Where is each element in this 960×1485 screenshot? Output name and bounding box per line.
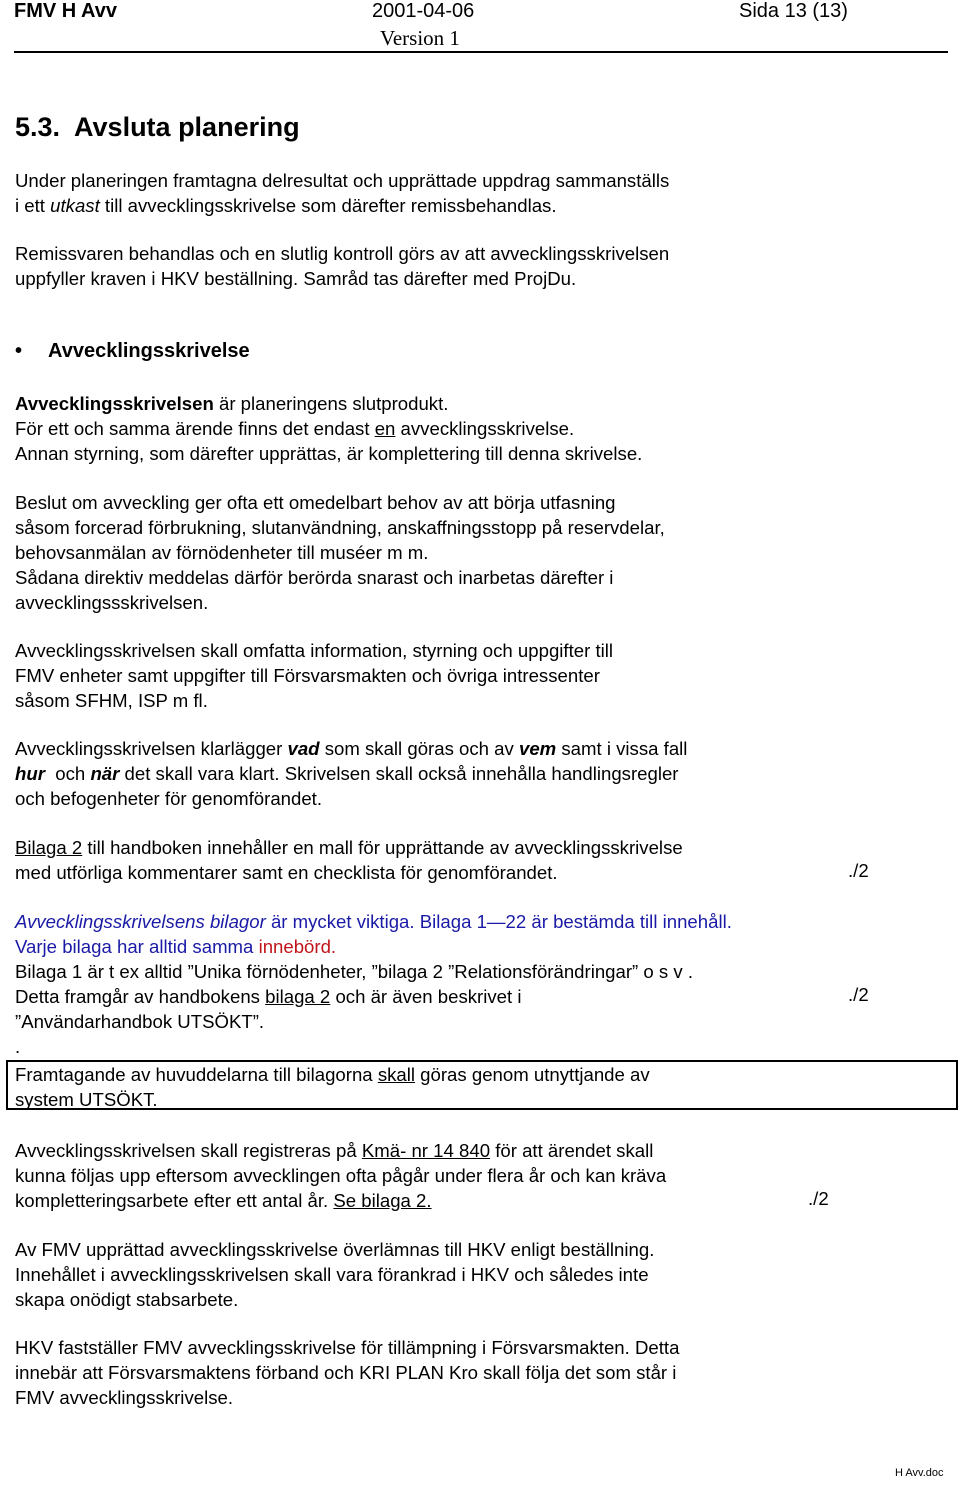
header-version: Version 1 [380,26,460,50]
text-span: och är även beskrivet i [330,986,522,1007]
header-title: FMV H Avv [14,0,117,22]
paragraph-overlamnas [15,1237,654,1312]
red-word-innebord: innebörd. [258,936,337,957]
text-line: FMV enheter samt uppgifter till Försvarsmakten och övriga intressenter [15,665,600,686]
text-line: innebär att Försvarsmaktens förband och KRI PLAN Kro skall följa det som står i [15,1362,677,1383]
footer-filename: H Avv.doc [895,1467,944,1479]
text-line: . [15,1036,21,1057]
text-line: med utförliga kommentarer samt en checklista för genomförandet. [15,862,558,883]
text-line: kunna följas upp eftersom avvecklingen ofta pågår under flera år och kan kräva [15,1165,667,1186]
text-span: göras genom utnyttjande av [415,1064,650,1085]
link-bilaga-2[interactable]: bilaga 2 [265,986,331,1007]
paragraph-bilaga2 [15,835,683,885]
text-line [15,193,669,218]
text-line: avvecklingssskrivelsen. [15,592,209,613]
text-span: i ett [15,195,51,216]
text-span: det skall vara klart. Skrivelsen skall också innehålla handlingsregler [119,763,679,784]
text-line: skapa onödigt stabsarbete. [15,1289,239,1310]
text-line: Annan styrning, som därefter upprättas, är komplettering till denna skrivelse. [15,443,643,464]
reference-marker: ./2 [848,984,869,1005]
reference-marker: ./2 [848,860,869,881]
text-line: Avvecklingsskrivelsen skall omfatta information, styrning och uppgifter till [15,640,614,661]
text-span: kompletteringsarbete efter ett antal år. [15,1190,334,1211]
italic-word-utkast: utkast [50,195,100,216]
text-line: Innehållet i avvecklingsskrivelsen skall vara förankrad i HKV och således inte [15,1264,649,1285]
text-line: såsom SFHM, ISP m fl. [15,690,208,711]
paragraph-klarlagger [15,736,687,811]
link-se-bilaga-2[interactable]: Se bilaga 2. [333,1190,432,1211]
header-date: 2001-04-06 [372,0,475,22]
text-span: och [44,763,91,784]
text-line [15,909,732,934]
text-line [15,934,732,959]
text-line: såsom forcerad förbrukning, slutanvändning, anskaffningsstopp på reservdelar, [15,517,665,538]
emphasis-vem: vem [518,738,557,759]
bullet-heading-text: Avvecklingsskrivelse [48,340,250,362]
emphasis-vad: vad [287,738,320,759]
text-span: Avvecklingsskrivelsen klarlägger [15,738,288,759]
reference-marker: ./2 [808,1188,829,1209]
paragraph-registreras [15,1138,666,1213]
text-line [15,1062,650,1087]
text-line [15,835,683,860]
text-line [15,736,687,761]
text-span: avvecklingsskrivelse. [395,418,575,439]
bold-term: Avvecklingsskrivelsen [15,393,214,414]
header-page-number: Sida 13 (13) [739,0,848,22]
text-line: Sådana direktiv meddelas därför berörda snarast och inarbetas därefter i [15,567,614,588]
text-line [15,1188,666,1213]
text-line: Beslut om avveckling ger ofta ett omedelbart behov av att börja utfasning [15,492,616,513]
text-line [15,391,642,416]
text-line: och befogenheter för genomförandet. [15,788,323,809]
text-span: För ett och samma ärende finns det endast [15,418,375,439]
text-line: Bilaga 1 är t ex alltid ”Unika förnödenheter, ”bilaga 2 ”Relationsförändringar” o s v . [15,961,693,982]
text-span: som skall göras och av [319,738,519,759]
underlined-word-en: en [374,418,396,439]
text-span: samt i vissa fall [556,738,688,759]
emphasis-hur: hur [15,763,45,784]
paragraph-utsokt [15,1062,650,1112]
text-line [15,984,732,1009]
link-kma-nr[interactable]: Kmä- nr 14 840 [361,1140,491,1161]
link-bilaga-2[interactable]: Bilaga 2 [15,837,83,858]
bullet-icon: • [15,340,23,362]
text-line [15,1138,666,1163]
text-line: Remissvaren behandlas och en slutlig kontroll görs av att avvecklingsskrivelsen [15,243,670,264]
paragraph-bilagor [15,909,732,1059]
text-line [15,416,642,441]
underlined-word-skall: skall [377,1064,416,1085]
text-span: är planeringens slutprodukt. [213,393,449,414]
paragraph-omfatta [15,638,613,713]
italic-term-bilagor: Avvecklingsskrivelsens bilagor [15,911,266,932]
header-divider [14,51,948,53]
paragraph-slutprodukt [15,391,642,466]
text-line: Under planeringen framtagna delresultat och upprättade uppdrag sammanställs [15,170,670,191]
paragraph-remiss [15,241,669,291]
section-heading: 5.3. Avsluta planering [15,112,300,142]
paragraph-faststaller [15,1335,679,1410]
text-line: system UTSÖKT. [15,1089,158,1110]
text-span: till avvecklingsskrivelse som därefter remissbehandlas. [99,195,557,216]
emphasis-nar: när [90,763,120,784]
text-span: Varje bilaga har alltid samma [15,936,259,957]
text-span: till handboken innehåller en mall för upprättande av avvecklingsskrivelse [82,837,683,858]
text-line: behovsanmälan av förnödenheter till muséer m m. [15,542,429,563]
text-line: Av FMV upprättad avvecklingsskrivelse överlämnas till HKV enligt beställning. [15,1239,655,1260]
text-line: uppfyller kraven i HKV beställning. Samråd tas därefter med ProjDu. [15,268,577,289]
text-span: är mycket viktiga. Bilaga 1—22 är bestämda till innehåll. [265,911,732,932]
text-line: FMV avvecklingsskrivelse. [15,1387,234,1408]
paragraph-planning-results [15,168,669,218]
text-span: Avvecklingsskrivelsen skall registreras på [15,1140,362,1161]
text-line: HKV fastställer FMV avvecklingsskrivelse för tillämpning i Försvarsmakten. Detta [15,1337,680,1358]
text-span: Framtagande av huvuddelarna till bilagorna [15,1064,378,1085]
text-line [15,761,687,786]
text-span: för att ärendet skall [490,1140,654,1161]
text-span: Detta framgår av handbokens [15,986,266,1007]
paragraph-beslut [15,490,665,615]
text-line: ”Användarhandbok UTSÖKT”. [15,1011,265,1032]
